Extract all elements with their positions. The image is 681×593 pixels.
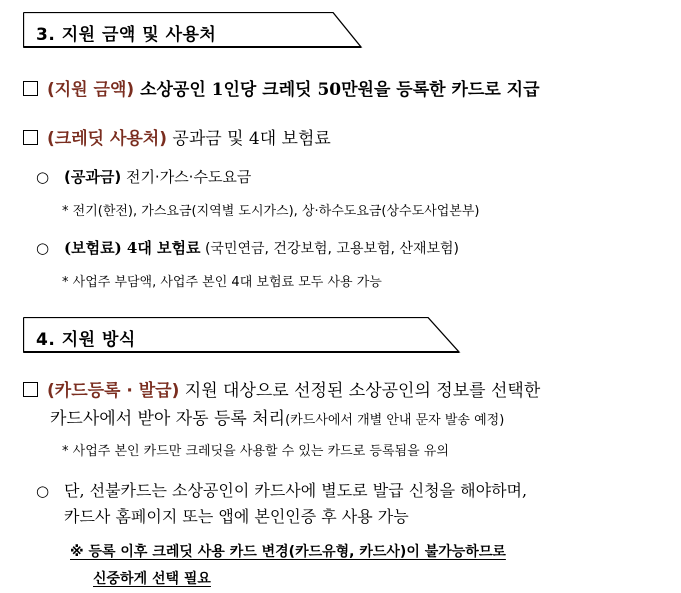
card-registration-note: * 사업주 본인 카드만 크레딧을 사용할 수 있는 카드로 등록됨을 유의: [62, 444, 449, 459]
circle-bullet-icon: ○: [36, 239, 50, 257]
insurance-note: * 사업주 부담액, 사업주 본인 4대 보험료 모두 사용 가능: [62, 275, 382, 290]
warning-line2: 신중하게 선택 필요: [93, 571, 211, 587]
insurance-label: (보험료) 4대 보험료: [64, 239, 201, 257]
prepaid-card-line2: 카드사 홈페이지 또는 앱에 본인인증 후 사용 가능: [64, 507, 409, 526]
utility-bills-item: [36, 166, 251, 187]
utility-bills-label: (공과금): [64, 168, 122, 186]
credit-usage-label: (크레딧 사용처): [47, 129, 167, 149]
circle-bullet-icon: ○: [36, 168, 50, 186]
support-amount-item: [23, 75, 540, 100]
checkbox-square-icon: [23, 81, 38, 96]
support-amount-label: (지원 금액): [47, 80, 135, 100]
checkbox-square-icon: [23, 382, 38, 397]
card-registration-line1: 지원 대상으로 선정된 소상공인의 정보를 선택한: [179, 381, 541, 401]
section-header-3: [23, 12, 363, 48]
section-title: 3. 지원 금액 및 사용처: [36, 25, 217, 45]
checkbox-square-icon: [23, 130, 38, 145]
utility-note: * 전기(한전), 가스요금(지역별 도시가스), 상·하수도요금(상수도사업본부): [62, 204, 480, 219]
credit-usage-item: [23, 124, 331, 149]
card-registration-item: [23, 376, 540, 401]
insurance-item: [36, 237, 459, 258]
support-amount-text: 소상공인 1인당 크레딧 50만원을 등록한 카드로 지급: [134, 80, 540, 100]
credit-usage-text: 공과금 및 4대 보험료: [167, 129, 331, 149]
utility-bills-text: 전기·가스·수도요금: [121, 168, 252, 186]
card-registration-line2a: 카드사에서 받아 자동 등록 처리: [50, 409, 286, 429]
card-registration-line2: [50, 404, 504, 429]
warning-line1: ※ 등록 이후 크레딧 사용 카드 변경(카드유형, 카드사)이 불가능하므로: [70, 544, 506, 560]
card-registration-label: (카드등록 · 발급): [47, 381, 180, 401]
card-registration-line2b: (카드사에서 개별 안내 문자 발송 예정): [285, 413, 505, 428]
section-title: 4. 지원 방식: [36, 330, 136, 350]
section-header-4: [23, 317, 463, 353]
prepaid-card-line1: 단, 선불카드는 소상공인이 카드사에 별도로 발급 신청을 해야하며,: [64, 481, 528, 500]
circle-bullet-icon: ○: [36, 482, 50, 500]
prepaid-card-item: [36, 478, 527, 501]
insurance-text: (국민연금, 건강보험, 고용보험, 산재보험): [200, 241, 459, 257]
